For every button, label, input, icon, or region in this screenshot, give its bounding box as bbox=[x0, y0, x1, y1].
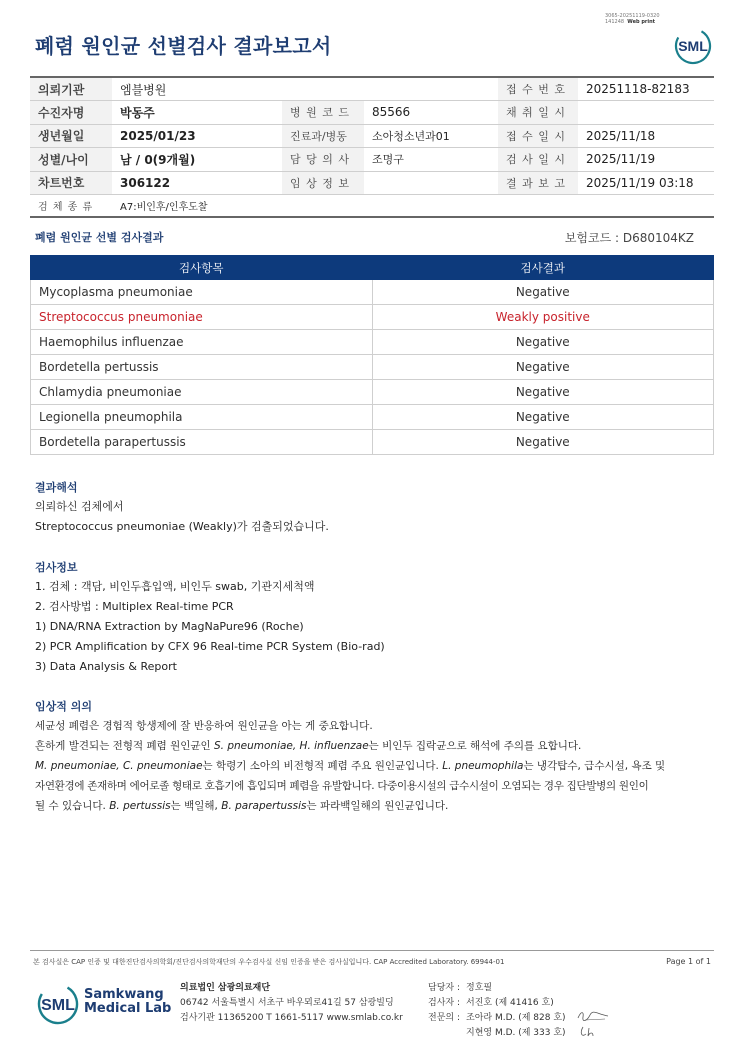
info-value: 85566 bbox=[364, 101, 498, 125]
lab-address-block bbox=[180, 981, 403, 1026]
test-info-heading: 검사정보 bbox=[35, 561, 78, 574]
info-value bbox=[282, 77, 364, 101]
table-row bbox=[31, 405, 714, 430]
clinical-line bbox=[35, 796, 715, 816]
staff-name: 정호필 bbox=[466, 983, 493, 993]
organism-italic: B. parapertussis bbox=[221, 800, 307, 812]
clinical-heading: 임상적 의의 bbox=[35, 700, 92, 713]
test-info-line: 2) PCR Amplification by CFX 96 Real-time PCR System (Bio-rad) bbox=[35, 640, 385, 653]
test-item: Chlamydia pneumoniae bbox=[31, 380, 373, 405]
info-label: 진료과/병동 bbox=[282, 124, 364, 148]
test-info-line: 1. 검체 : 객담, 비인두흡입액, 비인두 swab, 기관지세척액 bbox=[35, 580, 315, 593]
test-item: Mycoplasma pneumoniae bbox=[31, 280, 373, 305]
table-row bbox=[31, 330, 714, 355]
clinical-line bbox=[35, 736, 715, 756]
clinical-span: 는 백일해, bbox=[170, 800, 222, 812]
clinical-line bbox=[35, 756, 715, 776]
staff-row bbox=[428, 981, 566, 996]
test-result: Negative bbox=[372, 380, 713, 405]
clinical-line: 자연환경에 존재하며 에어로졸 형태로 호흡기에 흡입되며 폐렴을 유발합니다. 다중이용시설의 급수시설이 오염되는 경우 집단발병의 원인이 bbox=[35, 780, 649, 792]
print-code-line2: 141248 bbox=[605, 19, 625, 25]
test-info-line: 3) Data Analysis & Report bbox=[35, 660, 177, 673]
organism-italic: L. pneumophila bbox=[442, 760, 524, 772]
clinical-span: 는 비인두 집락균으로 해석에 주의를 요합니다. bbox=[368, 740, 582, 752]
staff-role bbox=[428, 1026, 466, 1041]
test-item: Bordetella pertussis bbox=[31, 355, 373, 380]
info-value: 2025/11/18 bbox=[578, 124, 714, 148]
clinical-span: 흔하게 발견되는 전형적 폐렴 원인균인 bbox=[35, 740, 214, 752]
staff-row bbox=[428, 1011, 566, 1026]
org-name: 의료법인 삼광의료재단 bbox=[180, 983, 271, 993]
address: 06742 서울특별시 서초구 바우뫼로41길 57 삼광빌딩 bbox=[180, 998, 394, 1008]
staff-role: 담당자 : bbox=[428, 983, 460, 993]
test-info-line: 1) DNA/RNA Extraction by MagNaPure96 (Roche) bbox=[35, 620, 304, 633]
contact: 검사기관 11365200 T 1661-5117 www.smlab.co.kr bbox=[180, 1013, 403, 1023]
info-row bbox=[30, 148, 714, 172]
specimen-value: A7:비인후/인후도찰 bbox=[112, 195, 714, 217]
info-value: 조명구 bbox=[364, 148, 498, 172]
table-row bbox=[31, 380, 714, 405]
test-info-text bbox=[35, 577, 715, 677]
info-label: 성별/나이 bbox=[30, 148, 112, 172]
staff-name: 지현영 M.D. (제 333 호) bbox=[466, 1028, 566, 1038]
report-title: 폐렴 원인균 선별검사 결과보고서 bbox=[35, 34, 332, 58]
staff-row bbox=[428, 996, 566, 1011]
column-header-result: 검사결과 bbox=[372, 256, 713, 280]
info-value bbox=[578, 101, 714, 125]
info-value: 소아청소년과01 bbox=[364, 124, 498, 148]
info-row bbox=[30, 171, 714, 195]
test-result: Negative bbox=[372, 280, 713, 305]
insurance-code: 보험코드 : D680104KZ bbox=[564, 231, 694, 245]
info-value bbox=[364, 77, 498, 101]
info-value: 20251118-82183 bbox=[578, 77, 714, 101]
info-label: 담 당 의 사 bbox=[282, 148, 364, 172]
specimen-label: 검 체 종 류 bbox=[30, 195, 112, 217]
staff-role: 전문의 : bbox=[428, 1013, 460, 1023]
info-row bbox=[30, 101, 714, 125]
table-row bbox=[31, 355, 714, 380]
clinical-span: 는 냉각탑수, 급수시설, 욕조 및 bbox=[523, 760, 666, 772]
organism-italic: S. pneumoniae, H. influenzae bbox=[213, 740, 369, 752]
sml-footer-logo-text: SML bbox=[41, 997, 75, 1014]
info-label: 수진자명 bbox=[30, 101, 112, 125]
test-result: Negative bbox=[372, 430, 713, 455]
staff-name: 조아라 M.D. (제 828 호) bbox=[466, 1013, 566, 1023]
results-header-row bbox=[31, 256, 714, 280]
staff-role: 검사자 : bbox=[428, 998, 460, 1008]
info-value: 306122 bbox=[112, 171, 282, 195]
page-number: Page 1 of 1 bbox=[666, 957, 711, 966]
web-print-label: Web print bbox=[627, 19, 656, 25]
results-heading: 폐렴 원인균 선별 검사결과 bbox=[35, 231, 164, 244]
info-label: 임 상 정 보 bbox=[282, 171, 364, 195]
interpretation-text bbox=[35, 497, 715, 537]
info-value: 남 / 0(9개월) bbox=[112, 148, 282, 172]
clinical-span: 는 학령기 소아의 비전형적 폐렴 주요 원인균입니다. bbox=[202, 760, 443, 772]
info-row-specimen bbox=[30, 195, 714, 217]
test-item: Haemophilus influenzae bbox=[31, 330, 373, 355]
test-result: Negative bbox=[372, 355, 713, 380]
info-row bbox=[30, 124, 714, 148]
patient-info-table bbox=[30, 76, 714, 218]
footer-divider bbox=[30, 950, 714, 951]
print-code-line1: 3065-20251119-0320 bbox=[605, 13, 660, 19]
clinical-span: 는 파라백일해의 원인균입니다. bbox=[306, 800, 449, 812]
info-label: 접 수 일 시 bbox=[498, 124, 578, 148]
info-label: 검 사 일 시 bbox=[498, 148, 578, 172]
staff-block bbox=[428, 981, 566, 1041]
clinical-text bbox=[35, 716, 715, 816]
clinical-span: 될 수 있습니다. bbox=[35, 800, 110, 812]
info-label: 결 과 보 고 bbox=[498, 171, 578, 195]
info-value: 2025/01/23 bbox=[112, 124, 282, 148]
interpretation-heading: 결과해석 bbox=[35, 481, 78, 494]
test-item: Bordetella parapertussis bbox=[31, 430, 373, 455]
table-row bbox=[31, 280, 714, 305]
interpretation-line: 의뢰하신 검체에서 bbox=[35, 500, 124, 513]
info-label: 생년월일 bbox=[30, 124, 112, 148]
brand-line: Medical Lab bbox=[84, 1001, 172, 1016]
info-value: 2025/11/19 03:18 bbox=[578, 171, 714, 195]
info-value bbox=[364, 171, 498, 195]
table-row-positive bbox=[31, 305, 714, 330]
test-item: Legionella pneumophila bbox=[31, 405, 373, 430]
info-value: 2025/11/19 bbox=[578, 148, 714, 172]
test-result: Weakly positive bbox=[372, 305, 713, 330]
column-header-item: 검사항목 bbox=[31, 256, 373, 280]
accreditation-note: 본 검사실은 CAP 인증 및 대한진단검사의학회/진단검사의학재단의 우수검사실 신임 인증을 받은 검사실입니다. CAP Accredited Laboratory. 69944-01 bbox=[33, 958, 505, 966]
staff-row bbox=[428, 1026, 566, 1041]
info-label: 차트번호 bbox=[30, 171, 112, 195]
info-value: 박동주 bbox=[112, 101, 282, 125]
info-value: 엠블병원 bbox=[112, 77, 282, 101]
test-result: Negative bbox=[372, 405, 713, 430]
staff-name: 서진호 (제 41416 호) bbox=[466, 998, 554, 1008]
print-code bbox=[605, 13, 660, 25]
organism-italic: M. pneumoniae, C. pneumoniae bbox=[35, 760, 203, 772]
info-label: 병 원 코 드 bbox=[282, 101, 364, 125]
clinical-line: 세균성 폐렴은 경험적 항생제에 잘 반응하여 원인균을 아는 게 중요합니다. bbox=[35, 720, 373, 732]
sml-logo-text: SML bbox=[678, 38, 708, 54]
test-result: Negative bbox=[372, 330, 713, 355]
signature-icon bbox=[575, 1008, 611, 1024]
info-row bbox=[30, 77, 714, 101]
sml-footer-logo-icon bbox=[36, 982, 80, 1026]
sml-logo-icon bbox=[673, 25, 713, 65]
brand-name bbox=[84, 988, 171, 1016]
info-label: 접 수 번 호 bbox=[498, 77, 578, 101]
test-item: Streptococcus pneumoniae bbox=[31, 305, 373, 330]
interpretation-line: Streptococcus pneumoniae (Weakly)가 검출되었습니다. bbox=[35, 520, 329, 533]
organism-italic: B. pertussis bbox=[109, 800, 171, 812]
info-label: 채 취 일 시 bbox=[498, 101, 578, 125]
test-info-line: 2. 검사방법 : Multiplex Real-time PCR bbox=[35, 600, 234, 613]
brand-line: Samkwang bbox=[84, 987, 164, 1002]
info-label: 의뢰기관 bbox=[30, 77, 112, 101]
signature-icon bbox=[575, 1024, 611, 1040]
results-table bbox=[30, 255, 714, 455]
table-row bbox=[31, 430, 714, 455]
